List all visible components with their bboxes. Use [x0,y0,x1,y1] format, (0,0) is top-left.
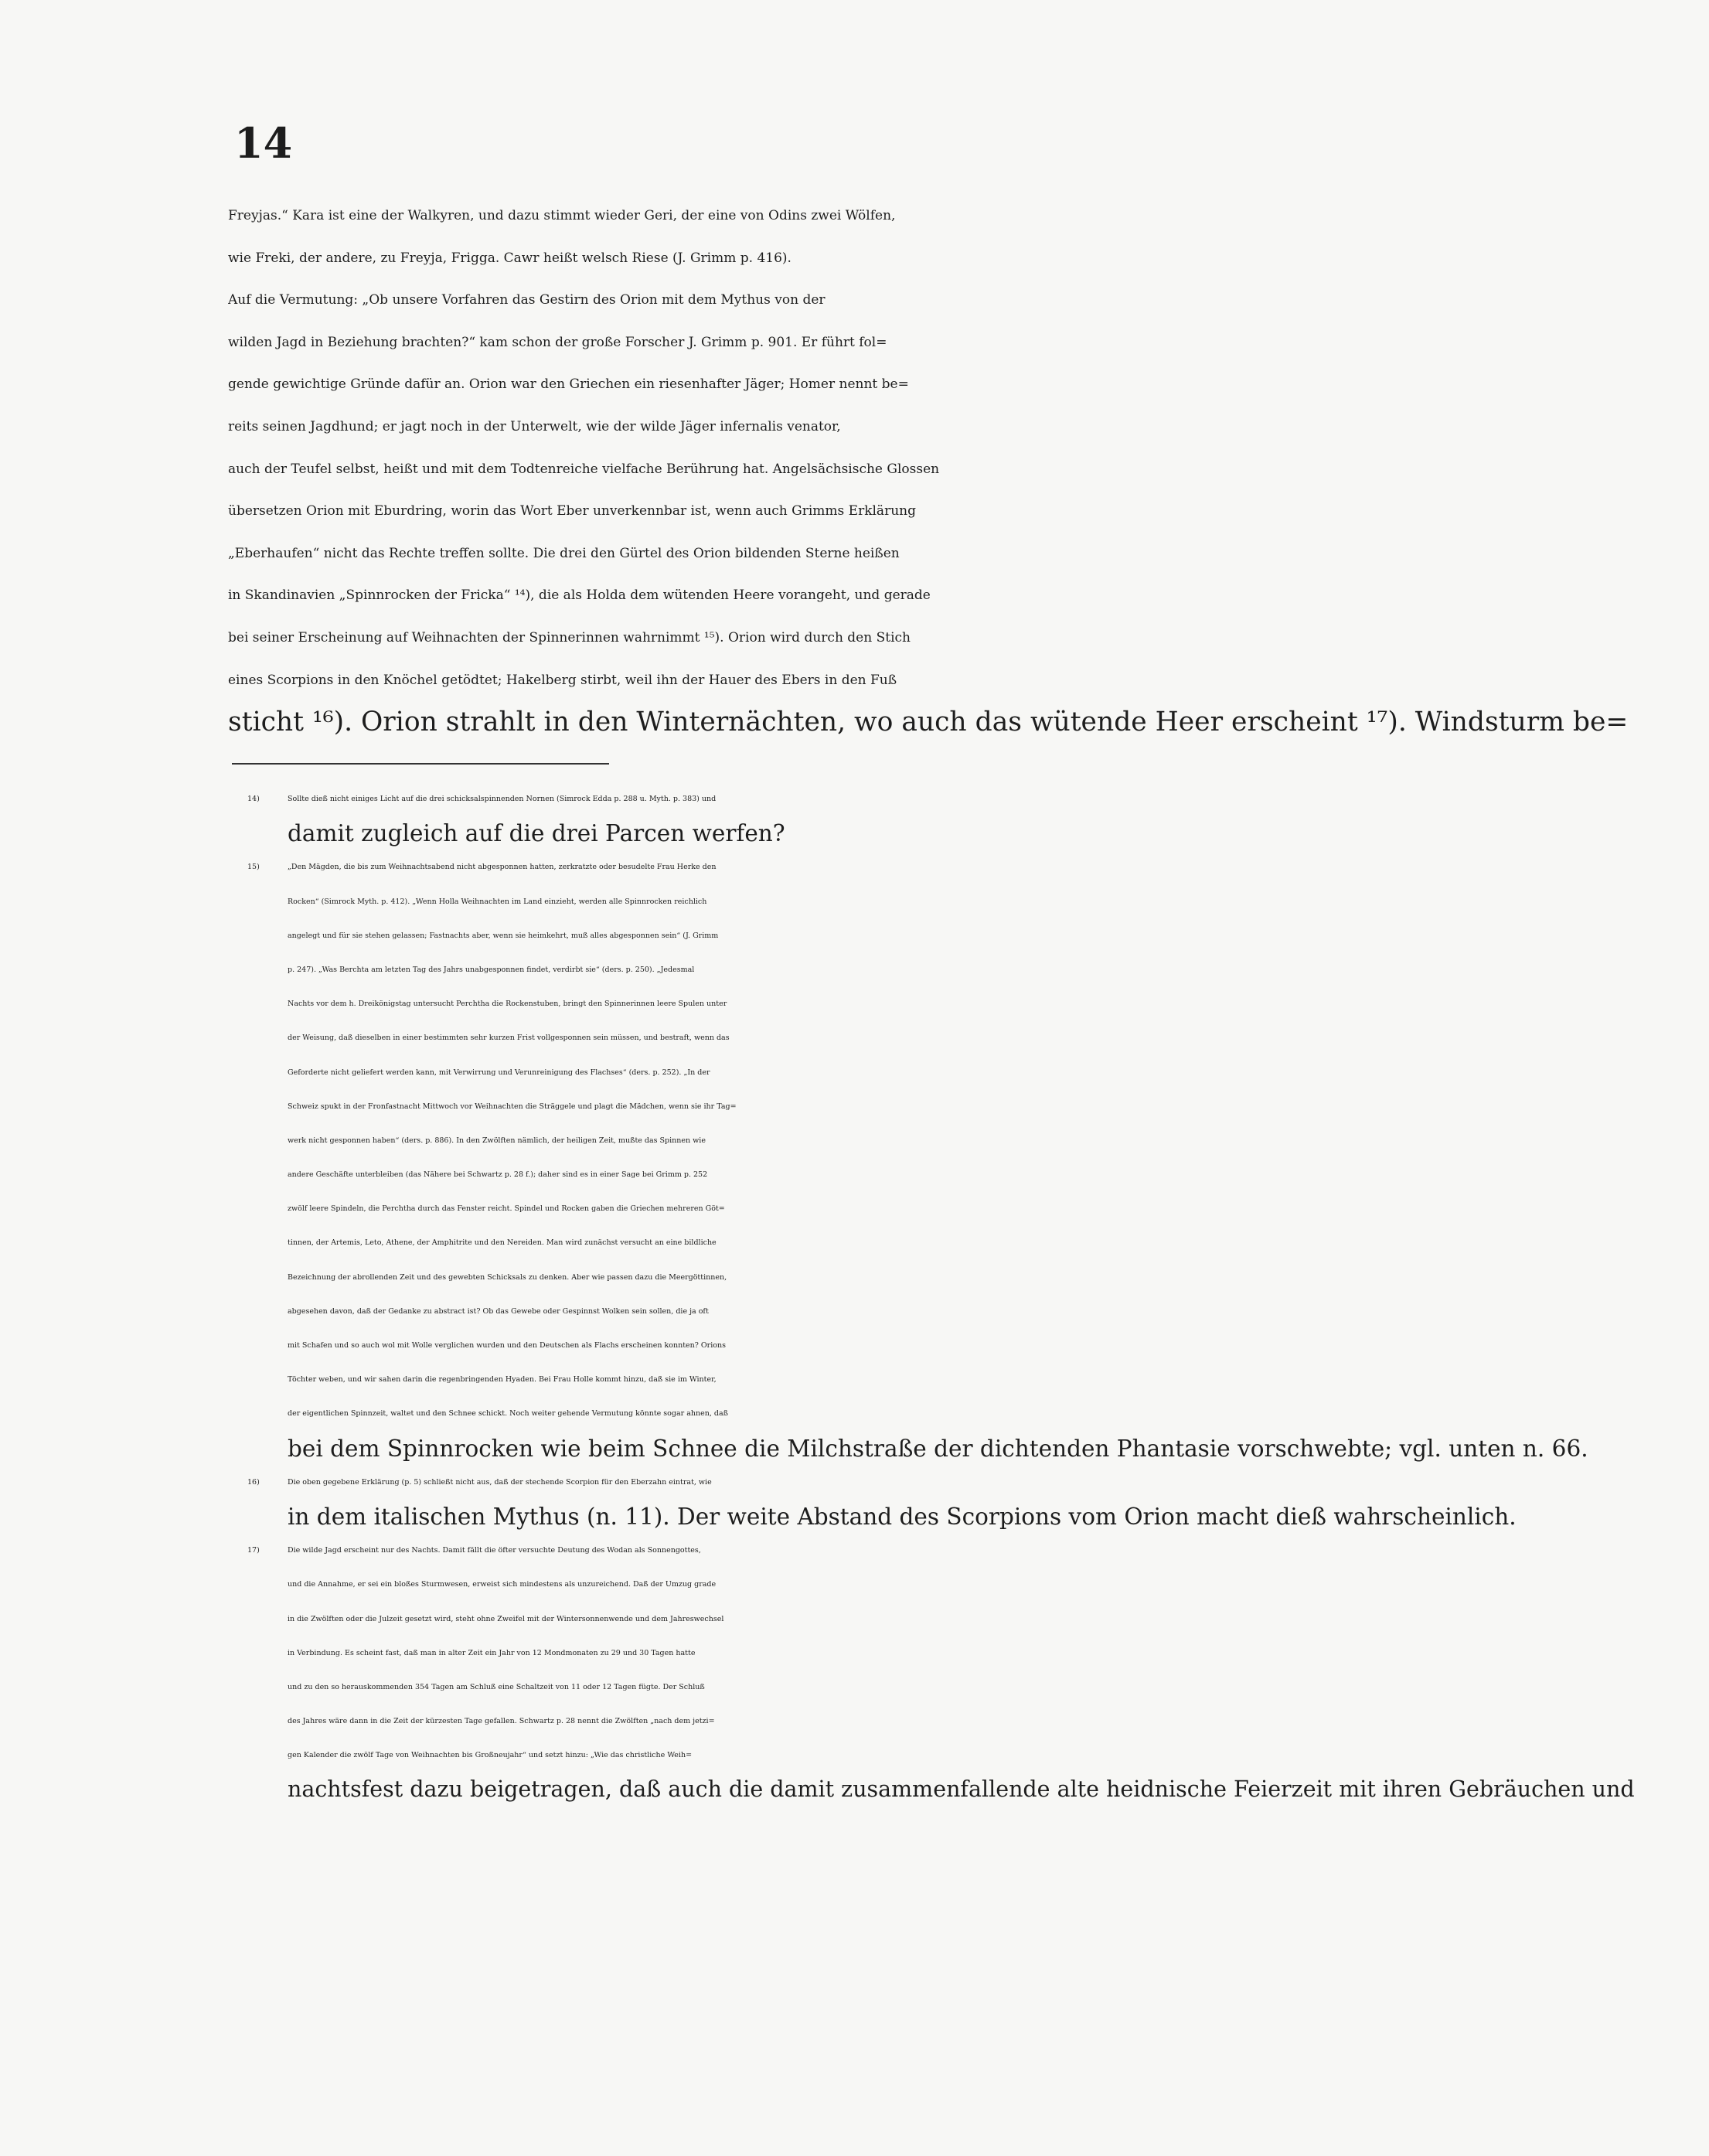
footnote-line [247,1295,1639,1329]
footnote-text: abgesehen davon, daß der Gedanke zu abstract ist? Ob das Gewebe oder Gespinnst Wolken sein sollen, die ja oft [288,1306,709,1316]
footnote-line [247,850,1639,884]
footnote-line [247,1637,1639,1671]
footnote-number: 16) [247,1477,260,1487]
text-line: „Eberhaufen“ nicht das Rechte treffen sollte. Die drei den Gürtel des Orion bildenden Sterne heißen [228,545,900,561]
text-line: auch der Teufel selbst, heißt und mit dem Todtenreiche vielfache Berührung hat. Angelsächsische Glossen [228,461,940,477]
footnote-text: Sollte dieß nicht einiges Licht auf die drei schicksalspinnenden Nornen (Simrock Edda p. 288 u. Myth. p. 383) und [288,795,717,803]
footnote-line [247,1158,1639,1192]
text-line: sticht ¹⁶). Orion strahlt in den Winternächten, wo auch das wütende Heer erscheint ¹⁷). Windsturm be= [228,707,1629,738]
footnote-line [247,1090,1639,1124]
footnote-line [247,1226,1639,1260]
footnote-line [247,782,1639,816]
footnote-line [247,1056,1639,1090]
footnote-line [247,1500,1639,1534]
footnote-text: Schweiz spukt in der Fronfastnacht Mittwoch vor Weihnachten die Sträggele und plagt die Mädchen, wenn sie ihr Tag= [288,1102,737,1111]
footnote-line [247,1739,1639,1773]
footnote-separator-rule [232,763,609,765]
footnote-text: Geforderte nicht geliefert werden kann, mit Verwirrung und Verunreinigung des Flachses“ (ders. p. 252). „In der [288,1068,710,1077]
footnote-number: 14) [247,795,260,803]
footnote-line [247,1534,1639,1568]
footnote-number: 17) [247,1546,260,1555]
footnote-text: nachtsfest dazu beigetragen, daß auch die damit zusammenfallende alte heidnische Feierzeit mit ihren Gebräuchen und [288,1776,1635,1803]
footnote-text: Bezeichnung der abrollenden Zeit und des gewebten Schicksals zu denken. Aber wie passen dazu die Meergöttinnen, [288,1272,727,1282]
footnote-text: andere Geschäfte unterbleiben (das Nähere bei Schwartz p. 28 f.); daher sind es in einer Sage bei Grimm p. 252 [288,1170,708,1180]
footnote-text: in Verbindung. Es scheint fast, daß man in alter Zeit ein Jahr von 12 Mondmonaten zu 29 und 30 Tagen hatte [288,1648,696,1657]
footnote-text: gen Kalender die zwölf Tage von Weihnachten bis Großneujahr“ und setzt hinzu: „Wie das christliche Weih= [288,1751,693,1760]
footnote-line [247,1021,1639,1055]
footnote-line [247,987,1639,1021]
footnote-line [247,1192,1639,1226]
footnote-text: des Jahres wäre dann in die Zeit der kürzesten Tage gefallen. Schwartz p. 28 nennt die Zwölften „nach dem jetzi= [288,1717,715,1726]
footnote-line [247,885,1639,919]
text-line: übersetzen Orion mit Eburdring, worin das Wort Eber unverkennbar ist, wenn auch Grimms Erklärung [228,503,916,519]
text-line: eines Scorpions in den Knöchel getödtet; Hakelberg stirbt, weil ihn der Hauer des Ebers in den Fuß [228,672,897,688]
footnote-line [247,1773,1639,1807]
footnote-line [247,1363,1639,1397]
footnote-line [247,1432,1639,1466]
footnote-text: damit zugleich auf die drei Parcen werfen? [288,820,785,847]
footnote-line [247,1466,1639,1500]
footnote-line [247,953,1639,987]
footnote-text: in die Zwölften oder die Julzeit gesetzt wird, steht ohne Zweifel mit der Wintersonnenwende und dem Jahreswechsel [288,1614,724,1623]
footnote-text: Die oben gegebene Erklärung (p. 5) schließt nicht aus, daß der stechende Scorpion für den Eberzahn eintrat, wie [288,1477,712,1487]
footnote-text: werk nicht gesponnen haben“ (ders. p. 886). In den Zwölften nämlich, der heiligen Zeit, mußte das Spinnen wie [288,1136,706,1145]
footnote [247,850,1639,1465]
footnote-text: Töchter weben, und wir sahen darin die regenbringenden Hyaden. Bei Frau Holle kommt hinzu, daß sie im Winter, [288,1375,717,1385]
text-line: Auf die Vermutung: „Ob unsere Vorfahren das Gestirn des Orion mit dem Mythus von der [228,292,826,308]
footnote-text: Rocken“ (Simrock Myth. p. 412). „Wenn Holla Weihnachten im Land einzieht, werden alle Spinnrocken reichlich [288,897,707,906]
footnote-text: in dem italischen Mythus (n. 11). Der weite Abstand des Scorpions vom Orion macht dieß wahrscheinlich. [288,1503,1517,1530]
footnote [247,782,1639,850]
footnote-text: bei dem Spinnrocken wie beim Schnee die Milchstraße der dichtenden Phantasie vorschwebte; vgl. unten n. 66. [288,1435,1588,1462]
text-line: wilden Jagd in Beziehung brachten?“ kam schon der große Forscher J. Grimm p. 901. Er führt fol= [228,334,887,350]
footnote-text: zwölf leere Spindeln, die Perchtha durch das Fenster reicht. Spindel und Rocken gaben die Griechen mehreren Göt= [288,1204,725,1214]
footnote-text: angelegt und für sie stehen gelassen; Fastnachts aber, wenn sie heimkehrt, muß alles abgesponnen sein“ (J. Grimm [288,931,719,940]
footnote-text: tinnen, der Artemis, Leto, Athene, der Amphitrite und den Nereiden. Man wird zunächst versucht an eine bildliche [288,1238,717,1248]
text-line: bei seiner Erscheinung auf Weihnachten der Spinnerinnen wahrnimmt ¹⁵). Orion wird durch den Stich [228,629,911,645]
footnote-line [247,816,1639,850]
footnote-line [247,1603,1639,1637]
footnote-line [247,919,1639,953]
footnote [247,1534,1639,1807]
footnote-line [247,1671,1639,1705]
text-line: wie Freki, der andere, zu Freyja, Frigga. Cawr heißt welsch Riese (J. Grimm p. 416). [228,250,792,266]
footnote-text: Die wilde Jagd erscheint nur des Nachts. Damit fällt die öfter versuchte Deutung des Wodan als Sonnengottes, [288,1546,701,1555]
footnotes-section [247,782,1639,1807]
footnote-line [247,1705,1639,1739]
footnote-text: p. 247). „Was Berchta am letzten Tag des Jahrs unabgesponnen findet, verdirbt sie“ (ders. p. 250). „Jedesmal [288,965,695,974]
footnote-text: und zu den so herauskommenden 354 Tagen am Schluß eine Schaltzeit von 11 oder 12 Tagen fügte. Der Schluß [288,1682,705,1691]
footnote-text: der eigentlichen Spinnzeit, waltet und den Schnee schickt. Noch weiter gehende Vermutung könnte sogar ahnen, daß [288,1409,728,1419]
text-line: Freyjas.“ Kara ist eine der Walkyren, und dazu stimmt wieder Geri, der eine von Odins zwei Wölfen, [228,208,896,223]
footnote-text: und die Annahme, er sei ein bloßes Sturmwesen, erweist sich mindestens als unzureichend. Daß der Umzug grade [288,1580,717,1589]
page-number: 14 [234,118,293,168]
footnote-line [247,1329,1639,1363]
footnote-number: 15) [247,863,260,872]
footnote-line [247,1568,1639,1602]
footnote-line [247,1397,1639,1431]
footnote-text: der Weisung, daß dieselben in einer bestimmten sehr kurzen Frist vollgesponnen sein müssen, und bestraft, wenn das [288,1034,730,1043]
main-text [228,195,1635,744]
footnote-line [247,1261,1639,1295]
footnote-text: Nachts vor dem h. Dreikönigstag untersucht Perchtha die Rockenstuben, bringt den Spinnerinnen leere Spulen unter [288,1000,727,1009]
footnote-line [247,1124,1639,1158]
footnote-text: mit Schafen und so auch wol mit Wolle verglichen wurden und den Deutschen als Flachs erscheinen konnten? Orions [288,1341,726,1350]
text-line: in Skandinavien „Spinnrocken der Fricka“ ¹⁴), die als Holda dem wütenden Heere vorangeht, und gerade [228,588,931,604]
text-line: gende gewichtige Gründe dafür an. Orion war den Griechen ein riesenhafter Jäger; Homer nennt be= [228,376,909,393]
text-line: reits seinen Jagdhund; er jagt noch in der Unterwelt, wie der wilde Jäger infernalis venator, [228,418,841,434]
footnote [247,1466,1639,1534]
footnote-text: „Den Mägden, die bis zum Weihnachtsabend nicht abgesponnen hatten, zerkratzte oder besudelte Frau Herke den [288,863,717,872]
